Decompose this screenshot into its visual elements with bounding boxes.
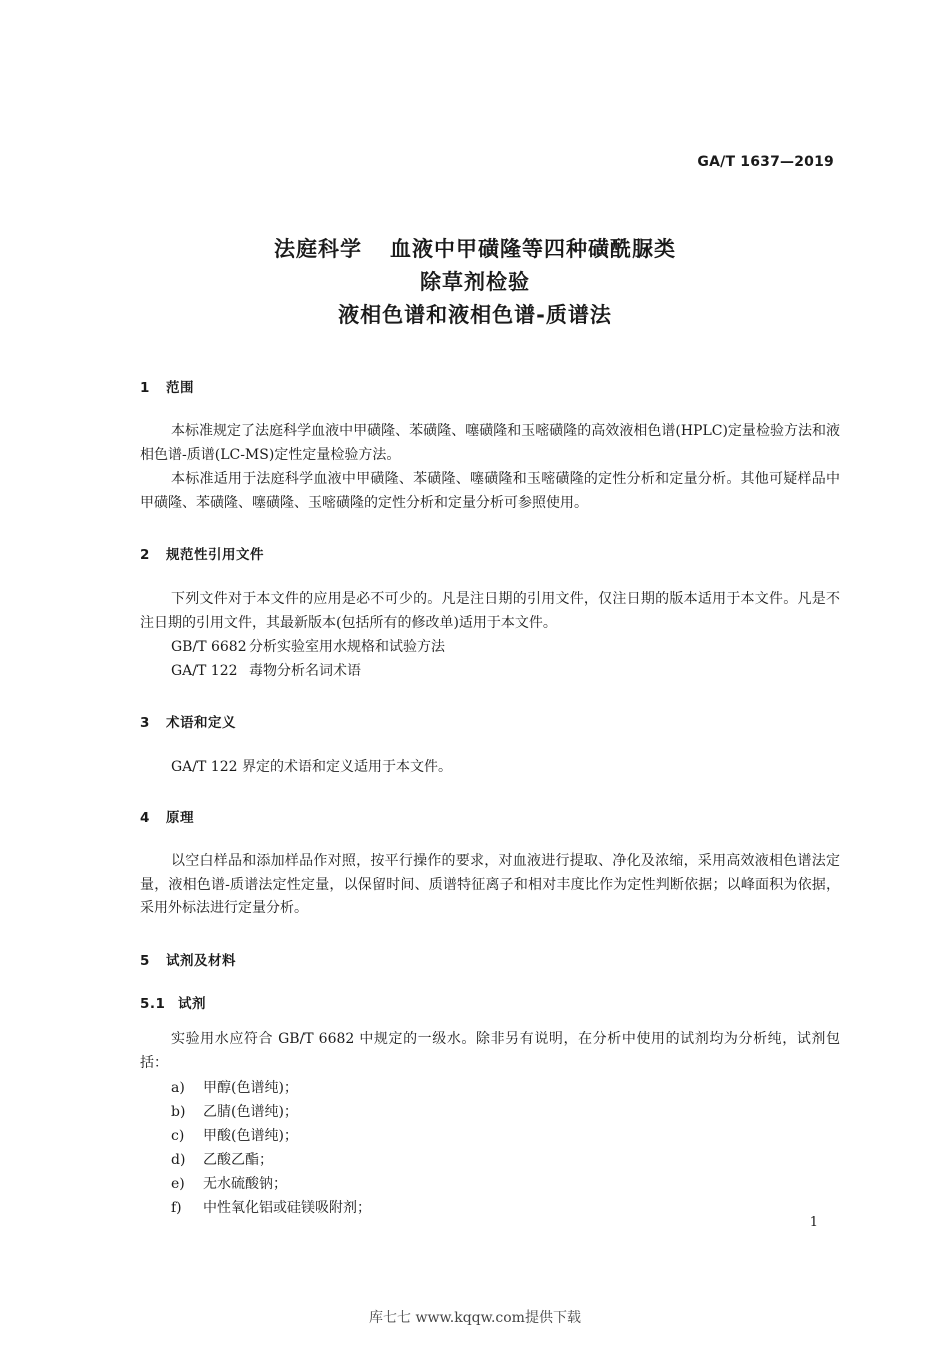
document-title-line3: 液相色谱和液相色谱-质谱法 xyxy=(338,303,612,327)
section-1-heading xyxy=(140,376,194,396)
reference-code: GA/T 122 xyxy=(171,663,238,679)
section-4-heading xyxy=(140,806,194,826)
page-number: 1 xyxy=(809,1215,818,1230)
section-1-paragraph-2: 本标准适用于法庭科学血液中甲磺隆、苯磺隆、噻磺隆和玉嘧磺隆的定性分析和定量分析。其他可疑样品中甲磺隆、苯磺隆、噻磺隆、玉嘧磺隆的定性分析和定量分析可参照使用。 xyxy=(140,471,840,511)
reference-item xyxy=(171,660,361,684)
section-3-heading xyxy=(140,711,236,731)
section-number: 5 xyxy=(140,953,150,969)
section-number: 5.1 xyxy=(140,996,166,1012)
section-number: 1 xyxy=(140,380,150,396)
title-prefix: 法庭科学 xyxy=(274,237,362,261)
section-number: 2 xyxy=(140,547,150,563)
section-5-heading xyxy=(140,949,236,969)
title-main: 血液中甲磺隆等四种磺酰脲类 xyxy=(390,237,676,261)
section-title: 试剂及材料 xyxy=(166,953,236,969)
list-item-text: 甲酸(色谱纯)； xyxy=(203,1128,298,1144)
section-title: 术语和定义 xyxy=(166,715,236,731)
list-item xyxy=(171,1124,298,1148)
section-title: 规范性引用文件 xyxy=(166,547,264,563)
reference-item xyxy=(171,636,445,660)
reference-code: GB/T 6682 xyxy=(171,639,247,655)
section-title: 范围 xyxy=(166,380,194,396)
list-item-label: e) xyxy=(171,1176,185,1192)
list-item xyxy=(171,1172,287,1196)
list-item-text: 乙酸乙酯； xyxy=(203,1152,273,1168)
list-item-label: c) xyxy=(171,1128,185,1144)
section-5-1-heading xyxy=(140,992,206,1012)
list-item-label: d) xyxy=(171,1152,186,1168)
download-footer: 库七七 www.kqqw.com提供下载 xyxy=(369,1310,581,1326)
section-3-paragraph-1: GA/T 122 界定的术语和定义适用于本文件。 xyxy=(171,759,452,775)
list-item-text: 甲醇(色谱纯)； xyxy=(203,1080,298,1096)
list-item xyxy=(171,1196,371,1220)
document-title-line2: 除草剂检验 xyxy=(420,270,530,294)
section-5-1-paragraph-1: 实验用水应符合 GB/T 6682 中规定的一级水。除非另有说明，在分析中使用的试剂均为分析纯，试剂包括： xyxy=(140,1031,840,1071)
list-item-text: 无水硫酸钠； xyxy=(203,1176,287,1192)
list-item-label: f) xyxy=(171,1200,182,1216)
section-2-heading xyxy=(140,543,264,563)
section-title: 原理 xyxy=(166,810,194,826)
document-title-line1 xyxy=(0,233,950,263)
section-number: 3 xyxy=(140,715,150,731)
list-item-text: 乙腈(色谱纯)； xyxy=(203,1104,298,1120)
list-item-label: a) xyxy=(171,1080,185,1096)
reference-name: 毒物分析名词术语 xyxy=(249,663,361,679)
reference-name: 分析实验室用水规格和试验方法 xyxy=(249,639,445,655)
list-item xyxy=(171,1100,298,1124)
list-item-label: b) xyxy=(171,1104,186,1120)
section-number: 4 xyxy=(140,810,150,826)
section-4-paragraph-1: 以空白样品和添加样品作对照，按平行操作的要求，对血液进行提取、净化及浓缩，采用高效液相色谱法定量，液相色谱-质谱法定性定量，以保留时间、质谱特征离子和相对丰度比作为定性判断依据；以峰面积为依据，采用外标法进行定量分析。 xyxy=(140,853,840,916)
section-2-paragraph-1: 下列文件对于本文件的应用是必不可少的。凡是注日期的引用文件，仅注日期的版本适用于本文件。凡是不注日期的引用文件，其最新版本(包括所有的修改单)适用于本文件。 xyxy=(140,591,840,631)
section-1-paragraph-1: 本标准规定了法庭科学血液中甲磺隆、苯磺隆、噻磺隆和玉嘧磺隆的高效液相色谱(HPLC)定量检验方法和液相色谱-质谱(LC-MS)定性定量检验方法。 xyxy=(140,423,840,463)
standard-number: GA/T 1637—2019 xyxy=(697,154,834,170)
list-item xyxy=(171,1076,298,1100)
section-title: 试剂 xyxy=(178,996,206,1012)
list-item-text: 中性氧化铝或硅镁吸附剂； xyxy=(203,1200,371,1216)
list-item xyxy=(171,1148,273,1172)
